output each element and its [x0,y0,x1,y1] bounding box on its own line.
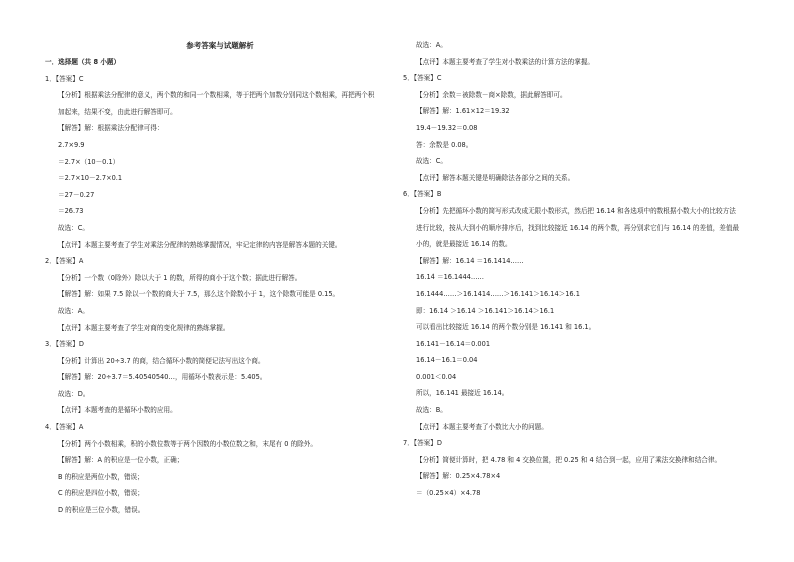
left-text-line: 3．【答案】D [45,340,84,349]
left-text-line: 一．选择题（共 8 小题） [45,58,121,66]
left-text-line: 【点评】本题考查的是循环小数的应用。 [58,406,177,415]
left-text-line: 加起来，结果不变，由此进行解答即可。 [58,107,177,116]
right-text-line: 可以看出比较接近 16.14 的两个数分别是 16.141 和 16.1。 [416,323,596,332]
left-text-line: 【点评】本题主要考查了学生对乘法分配律的熟练掌握情况，牢记定律的内容是解答本题的关键。 [58,240,342,249]
left-text-line: 【分析】两个小数相乘，积的小数位数等于两个因数的小数位数之和，末尾有 0 的除外。 [58,439,317,448]
right-text-line: 故选：C。 [416,157,447,166]
right-text-line: ＝（0.25×4）×4.78 [416,489,481,498]
right-text-line: 16.141－16.14＝0.001 [416,339,491,348]
left-text-line: 【解答】解：20÷3.7＝5.40540540…，用循环小数表示是：5.405。 [58,373,267,382]
right-text-line: 16.1444……＞16.1414……＞16.141＞16.14＞16.1 [416,289,580,298]
right-text-line: 【解答】解：0.25×4.78×4 [416,472,501,481]
right-text-line: 16.14̇ ＝16.1444…… [416,273,485,282]
right-text-line: 小的，就是最接近 16.14 的数。 [416,240,512,249]
page-title: 参考答案与试题解析 [186,41,254,50]
left-text-line: 【分析】计算出 20÷3.7 的商，结合循环小数的简便记法写出这个商。 [58,356,265,365]
left-text-line: 【解答】解：根据乘法分配律可得： [58,124,164,133]
right-text-line: 故选：B。 [416,406,447,415]
right-text-line: 即：16.14̇ ＞16.14̇ ＞16.141＞16.14＞16.1 [416,306,555,315]
left-text-line: 【分析】根据乘法分配律的意义，两个数的和同一个数相乘，等于把两个加数分别同这个数相乘，再把两个积 [58,91,375,100]
right-text-line: 6．【答案】B [403,190,442,199]
left-text-line: 故选：A。 [58,306,89,315]
left-text-line: ＝26.73 [58,207,84,216]
right-text-line: 【分析】先把循环小数的简写形式改成无限小数形式，然后把 16.14 和各选项中的数根据小数大小的比较方法 [416,206,736,215]
left-text-line: 【分析】一个数（0除外）除以大于 1 的数，所得的商小于这个数；据此进行解答。 [58,273,302,282]
left-text-line: 2．【答案】A [45,257,84,266]
right-text-line: 【点评】本题主要考查了小数比大小的问题。 [416,422,548,431]
right-text-line: 所以，16.141 最接近 16.14。 [416,389,509,398]
left-text-line: 4．【答案】A [45,423,84,432]
right-text-line: 【解答】解：16.14̇ ＝16.1414…… [416,256,524,265]
left-text-line: B 的积应是两位小数，错误； [58,472,144,481]
right-text-line: 0.001＜0.04 [416,372,457,381]
right-text-line: 【解答】解：1.61×12＝19.32 [416,107,510,116]
left-text-line: 故选：C。 [58,223,89,232]
left-text-line: 【解答】解：如果 7.5 除以一个数的商大于 7.5，那么这个除数小于 1，这个除数可能是 0.15。 [58,290,340,299]
left-text-line: D 的积应是三位小数，错误。 [58,506,145,515]
right-text-line: 【分析】余数＝被除数－商×除数，据此解答即可。 [416,90,567,99]
right-text-line: 19.4－19.32＝0.08 [416,123,478,132]
right-text-line: 进行比较，按从大到小的顺序排序后，找到比较接近 16.14 的两个数，再分别求它们与 16.14 的差值，差值最 [416,223,740,232]
left-column [45,57,385,522]
right-text-line: 5．【答案】C [403,74,442,83]
right-text-line: 【点评】解答本题关键是明确除法各部分之间的关系。 [416,173,575,182]
left-text-line: ＝2.7×10－2.7×0.1 [58,174,123,183]
right-text-line: 答：余数是 0.08。 [416,140,473,149]
left-text-line: 2.7×9.9 [58,140,85,149]
right-text-line: 16.14－16.1＝0.04 [416,356,478,365]
right-text-line: 【点评】本题主要考查了学生对小数乘法的计算方法的掌握。 [416,57,595,66]
left-text-line: 故选：D。 [58,389,90,398]
left-text-line: ＝2.7×（10－0.1） [58,157,120,166]
left-text-line: 【解答】解：A 的积应是一位小数，正确； [58,456,184,465]
left-text-line: ＝27－0.27 [58,190,95,199]
right-text-line: 7．【答案】D [403,439,442,448]
right-text-line: 故选：A。 [416,41,447,49]
right-text-line: 【分析】简便计算时，把 4.78 和 4 交换位置，把 0.25 和 4 结合到一起，应用了乘法交换律和结合律。 [416,455,722,464]
left-text-line: 【点评】本题主要考查了学生对商的变化规律的熟练掌握。 [58,323,230,332]
left-text-line: C 的积应是四位小数，错误； [58,489,144,498]
left-text-line: 1．【答案】C [45,74,84,83]
right-column [403,40,743,505]
